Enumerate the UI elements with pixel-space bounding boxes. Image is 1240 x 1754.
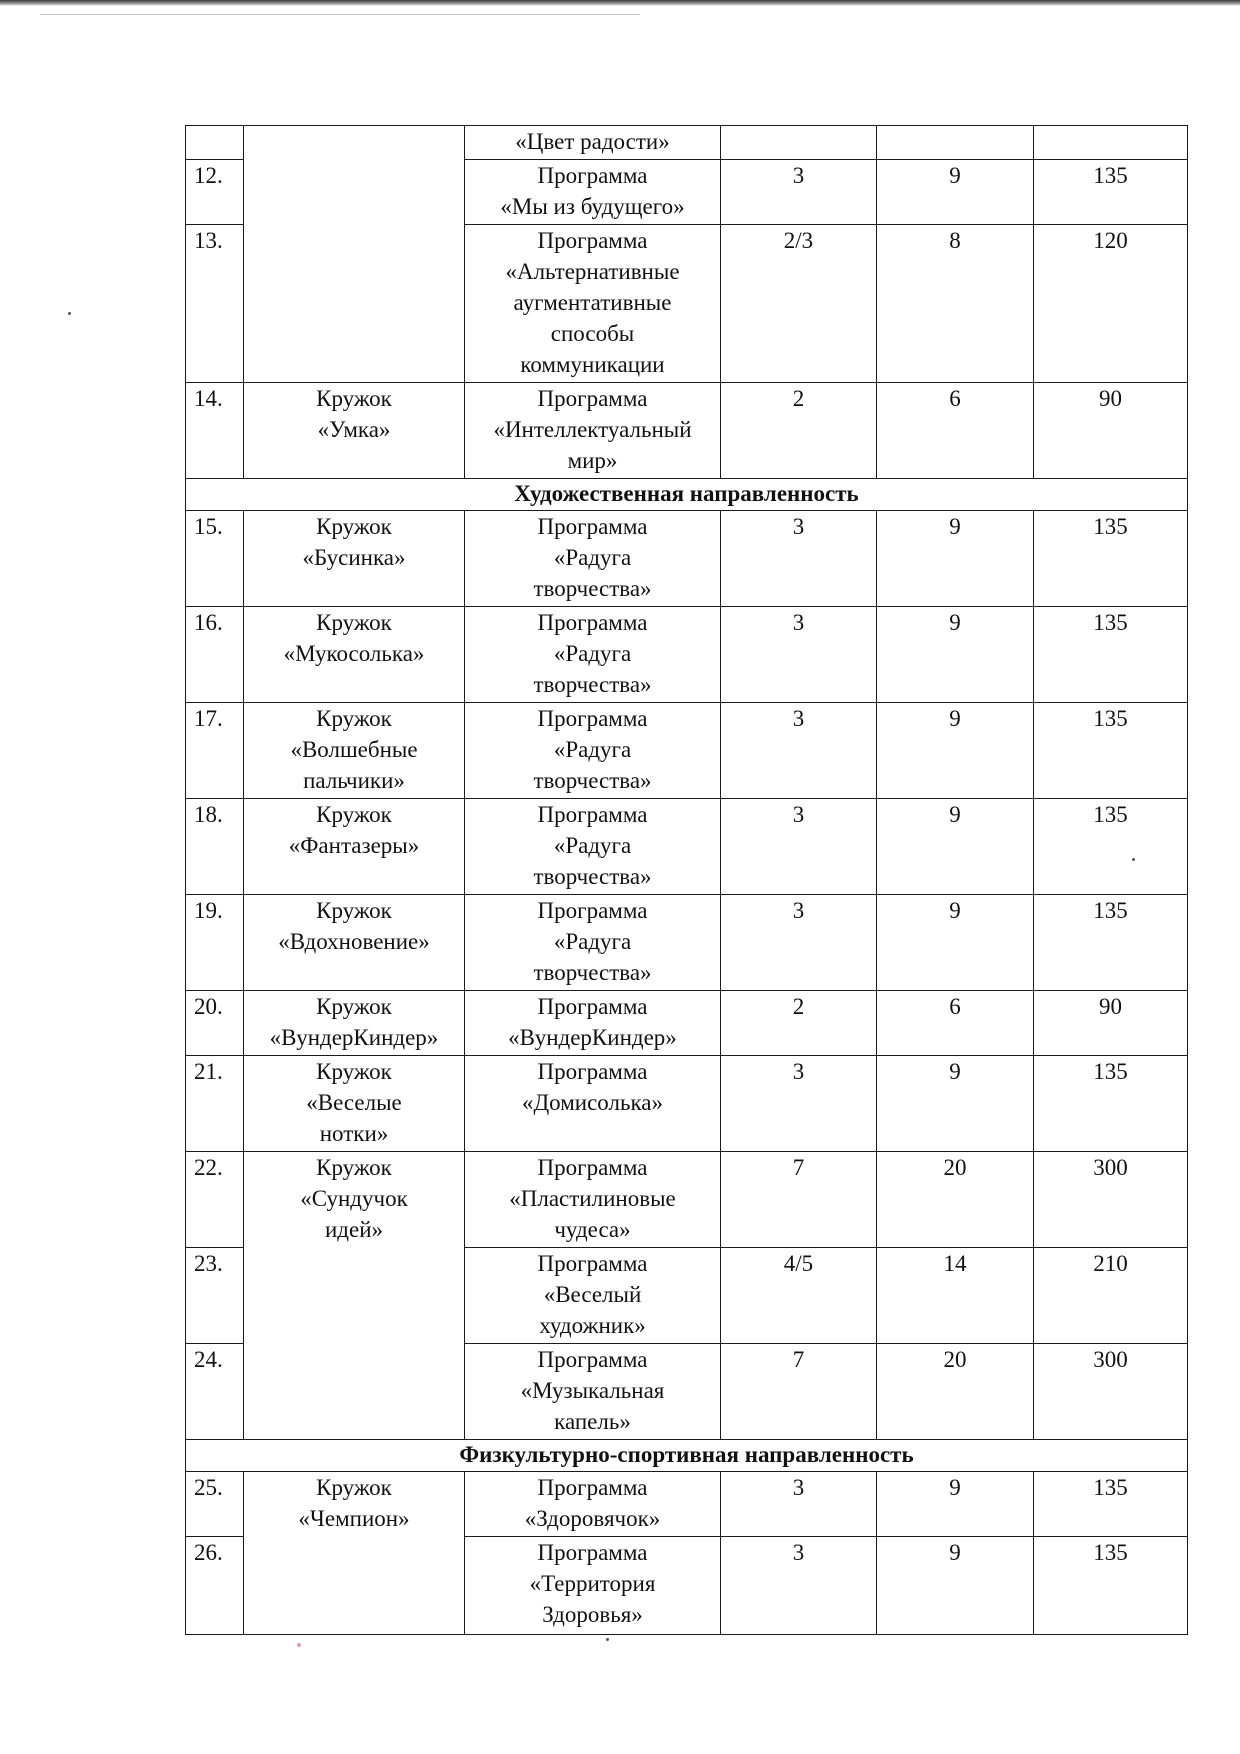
children-cell: 9	[877, 511, 1034, 607]
circle-cell	[244, 126, 465, 383]
groups-cell: 3	[721, 1056, 877, 1152]
groups-cell: 2	[721, 991, 877, 1056]
scan-speck	[297, 1643, 301, 1647]
program-cell: Программа «Веселый художник»	[465, 1248, 721, 1344]
row-number-cell: 25.	[186, 1472, 244, 1537]
program-cell: Программа «Альтернативные аугментативные способы коммуникации	[465, 225, 721, 383]
program-cell: Программа «Территория Здоровья»	[465, 1537, 721, 1635]
hours-cell	[1034, 126, 1188, 160]
hours-cell: 90	[1034, 383, 1188, 479]
hours-cell: 135	[1034, 1472, 1188, 1537]
row-number-cell: 26.	[186, 1537, 244, 1635]
children-cell: 6	[877, 383, 1034, 479]
groups-cell: 2	[721, 383, 877, 479]
children-cell: 8	[877, 225, 1034, 383]
circle-cell: Кружок «Вдохновение»	[244, 895, 465, 991]
children-cell: 9	[877, 895, 1034, 991]
row-number-cell: 15.	[186, 511, 244, 607]
circle-cell: Кружок «Мукосолька»	[244, 607, 465, 703]
program-cell: Программа «Радуга творчества»	[465, 799, 721, 895]
hours-cell: 135	[1034, 160, 1188, 225]
children-cell: 9	[877, 703, 1034, 799]
children-cell	[877, 126, 1034, 160]
program-cell: «Цвет радости»	[465, 126, 721, 160]
hours-cell: 135	[1034, 1056, 1188, 1152]
groups-cell: 3	[721, 160, 877, 225]
section-heading-sport: Физкультурно-спортивная направленность	[186, 1440, 1188, 1472]
table-row	[186, 1056, 1188, 1152]
children-cell: 9	[877, 1056, 1034, 1152]
table-row	[186, 126, 1188, 160]
hours-cell: 135	[1034, 1537, 1188, 1635]
row-number-cell: 21.	[186, 1056, 244, 1152]
row-number-cell: 14.	[186, 383, 244, 479]
table-row	[186, 511, 1188, 607]
table-row	[186, 703, 1188, 799]
program-cell: Программа «Мы из будущего»	[465, 160, 721, 225]
row-number-cell: 24.	[186, 1344, 244, 1440]
program-cell: Программа «Радуга творчества»	[465, 703, 721, 799]
groups-cell: 3	[721, 799, 877, 895]
row-number-cell: 17.	[186, 703, 244, 799]
hours-cell: 90	[1034, 991, 1188, 1056]
table-row	[186, 991, 1188, 1056]
hours-cell: 120	[1034, 225, 1188, 383]
row-number-cell	[186, 126, 244, 160]
row-number-cell: 18.	[186, 799, 244, 895]
table-row	[186, 1472, 1188, 1537]
hours-cell: 135	[1034, 895, 1188, 991]
row-number-cell: 23.	[186, 1248, 244, 1344]
children-cell: 9	[877, 1472, 1034, 1537]
groups-cell: 3	[721, 703, 877, 799]
children-cell: 14	[877, 1248, 1034, 1344]
table-row	[186, 799, 1188, 895]
groups-cell: 2/3	[721, 225, 877, 383]
children-cell: 9	[877, 607, 1034, 703]
table-row	[186, 895, 1188, 991]
groups-cell: 7	[721, 1152, 877, 1248]
circle-cell: Кружок «ВундерКиндер»	[244, 991, 465, 1056]
circle-cell: Кружок «Сундучок идей»	[244, 1152, 465, 1440]
children-cell: 20	[877, 1152, 1034, 1248]
circle-cell: Кружок «Чемпион»	[244, 1472, 465, 1635]
children-cell: 20	[877, 1344, 1034, 1440]
scan-speck	[606, 1638, 609, 1641]
section-row	[186, 1440, 1188, 1472]
circle-cell: Кружок «Бусинка»	[244, 511, 465, 607]
program-cell: Программа «ВундерКиндер»	[465, 991, 721, 1056]
circle-cell: Кружок «Веселые нотки»	[244, 1056, 465, 1152]
groups-cell: 3	[721, 607, 877, 703]
table-row	[186, 1152, 1188, 1248]
scan-speck	[68, 312, 71, 315]
section-row	[186, 479, 1188, 511]
hours-cell: 135	[1034, 607, 1188, 703]
scan-artifact-line	[40, 14, 640, 15]
hours-cell: 135	[1034, 703, 1188, 799]
row-number-cell: 16.	[186, 607, 244, 703]
section-heading-art: Художественная направленность	[186, 479, 1188, 511]
groups-cell: 7	[721, 1344, 877, 1440]
children-cell: 9	[877, 160, 1034, 225]
program-cell: Программа «Здоровячок»	[465, 1472, 721, 1537]
groups-cell: 3	[721, 895, 877, 991]
children-cell: 9	[877, 799, 1034, 895]
row-number-cell: 19.	[186, 895, 244, 991]
hours-cell: 300	[1034, 1344, 1188, 1440]
row-number-cell: 13.	[186, 225, 244, 383]
program-cell: Программа «Радуга творчества»	[465, 511, 721, 607]
table-row	[186, 607, 1188, 703]
groups-cell: 3	[721, 511, 877, 607]
circle-cell: Кружок «Волшебные пальчики»	[244, 703, 465, 799]
circle-cell: Кружок «Умка»	[244, 383, 465, 479]
scan-top-edge	[0, 0, 1240, 6]
groups-cell: 4/5	[721, 1248, 877, 1344]
program-cell: Программа «Радуга творчества»	[465, 895, 721, 991]
table-row	[186, 383, 1188, 479]
hours-cell: 300	[1034, 1152, 1188, 1248]
groups-cell	[721, 126, 877, 160]
groups-cell: 3	[721, 1472, 877, 1537]
circle-cell: Кружок «Фантазеры»	[244, 799, 465, 895]
program-cell: Программа «Пластилиновые чудеса»	[465, 1152, 721, 1248]
row-number-cell: 20.	[186, 991, 244, 1056]
program-cell: Программа «Радуга творчества»	[465, 607, 721, 703]
program-cell: Программа «Музыкальная капель»	[465, 1344, 721, 1440]
hours-cell: 135	[1034, 799, 1188, 895]
groups-cell: 3	[721, 1537, 877, 1635]
programs-table	[185, 125, 1188, 1635]
children-cell: 6	[877, 991, 1034, 1056]
row-number-cell: 12.	[186, 160, 244, 225]
hours-cell: 210	[1034, 1248, 1188, 1344]
children-cell: 9	[877, 1537, 1034, 1635]
row-number-cell: 22.	[186, 1152, 244, 1248]
program-cell: Программа «Интеллектуальный мир»	[465, 383, 721, 479]
hours-cell: 135	[1034, 511, 1188, 607]
program-cell: Программа «Домисолька»	[465, 1056, 721, 1152]
